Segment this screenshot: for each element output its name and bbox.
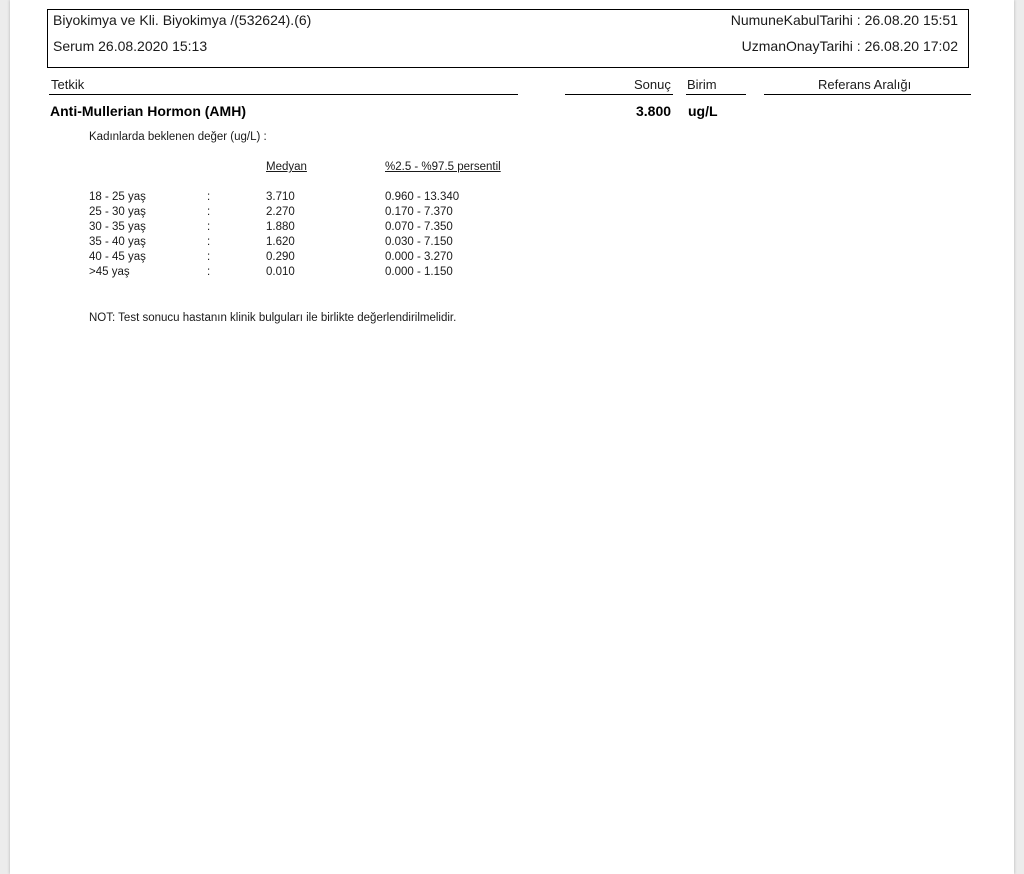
percentile-range: 0.000 - 1.150 xyxy=(385,266,453,278)
reference-row xyxy=(0,190,600,205)
separator: : xyxy=(207,221,211,233)
median-value: 2.270 xyxy=(266,206,295,218)
median-column-header: Medyan xyxy=(266,161,307,173)
separator: : xyxy=(207,206,211,218)
percentile-range: 0.030 - 7.150 xyxy=(385,236,453,248)
column-underline-result xyxy=(565,94,673,95)
sample-info: Serum 26.08.2020 15:13 xyxy=(53,38,208,54)
age-range: 18 - 25 yaş xyxy=(89,191,146,203)
separator: : xyxy=(207,266,211,278)
department-label: Biyokimya ve Kli. Biyokimya /(532624).(6) xyxy=(53,12,312,28)
column-underline-reference xyxy=(764,94,971,95)
column-header-test: Tetkik xyxy=(51,77,85,92)
age-range: 35 - 40 yaş xyxy=(89,236,146,248)
reference-row xyxy=(0,205,600,220)
column-header-reference: Referans Aralığı xyxy=(818,77,912,92)
reference-row xyxy=(0,250,600,265)
reference-row xyxy=(0,265,600,280)
percentile-range: 0.070 - 7.350 xyxy=(385,221,453,233)
age-range: >45 yaş xyxy=(89,266,130,278)
median-value: 3.710 xyxy=(266,191,295,203)
column-header-unit: Birim xyxy=(687,77,717,92)
column-underline-unit xyxy=(686,94,746,95)
separator: : xyxy=(207,236,211,248)
percentile-range: 0.000 - 3.270 xyxy=(385,251,453,263)
reference-row xyxy=(0,220,600,235)
specialist-approve-date: UzmanOnayTarihi : 26.08.20 17:02 xyxy=(741,38,958,54)
percentile-range: 0.960 - 13.340 xyxy=(385,191,460,203)
separator: : xyxy=(207,191,211,203)
percentile-column-header: %2.5 - %97.5 persentil xyxy=(385,161,501,173)
column-underline-test xyxy=(49,94,518,95)
sample-accept-date: NumuneKabulTarihi : 26.08.20 15:51 xyxy=(730,12,958,28)
percentile-range: 0.170 - 7.370 xyxy=(385,206,453,218)
reference-row xyxy=(0,235,600,250)
test-name: Anti-Mullerian Hormon (AMH) xyxy=(50,103,246,119)
test-result-value: 3.800 xyxy=(636,103,672,119)
test-result-unit: ug/L xyxy=(688,103,718,119)
age-range: 40 - 45 yaş xyxy=(89,251,146,263)
median-value: 1.880 xyxy=(266,221,295,233)
reference-intro: Kadınlarda beklenen değer (ug/L) : xyxy=(89,131,267,143)
age-range: 30 - 35 yaş xyxy=(89,221,146,233)
median-value: 0.290 xyxy=(266,251,295,263)
separator: : xyxy=(207,251,211,263)
median-value: 1.620 xyxy=(266,236,295,248)
clinical-note: NOT: Test sonucu hastanın klinik bulguları ile birlikte değerlendirilmelidir. xyxy=(89,312,457,324)
column-header-result: Sonuç xyxy=(634,77,671,92)
median-value: 0.010 xyxy=(266,266,295,278)
age-range: 25 - 30 yaş xyxy=(89,206,146,218)
